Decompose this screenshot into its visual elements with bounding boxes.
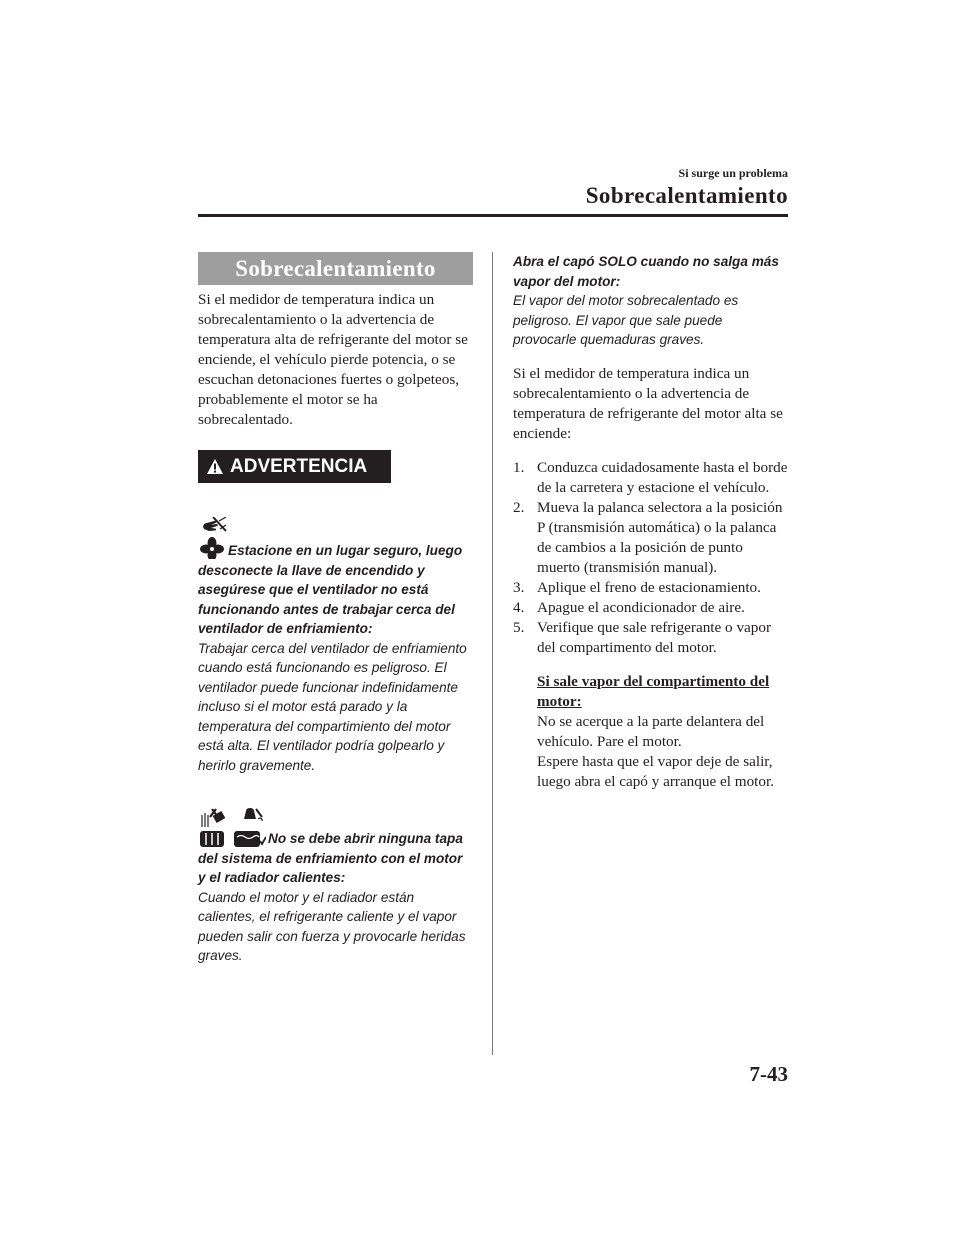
warning-radiator-body: Cuando el motor y el radiador están calientes, el refrigerante caliente y el vapor pueden salir con fuerza y provocarle heridas graves. (198, 889, 466, 963)
list-item: 2. Mueva la palanca selectora a la posición P (transmisión automática) o la palanca de cambios a la posición de punto muerto (transmisión manual). (513, 498, 783, 576)
header-rule (198, 214, 788, 217)
steam-instruction-1: No se acerque a la parte delantera del vehículo. Pare el motor. (537, 712, 765, 750)
list-item: 1. Conduzca cuidadosamente hasta el borde de la carretera y estacione el vehículo. (513, 458, 788, 496)
page-number: 7-43 (749, 1062, 788, 1086)
warning-fan-title: Estacione en un lugar seguro, luego desconecte la llave de encendido y asegúrese que el ventilador no está funcionando antes de trabajar cerca del ventilador de enfriamiento: (198, 543, 463, 636)
procedure-steps (513, 458, 788, 658)
warning-radiator-title: No se debe abrir ninguna tapa del sistema de enfriamiento con el motor y el radiador calientes: (198, 831, 463, 885)
list-item: 3. Aplique el freno de estacionamiento. (513, 578, 761, 596)
warning-triangle-icon (206, 458, 224, 475)
header-chapter: Si surge un problema (678, 166, 788, 180)
steam-subheading: Si sale vapor del compartimento del motor: (537, 672, 770, 710)
list-item: 4. Apague el acondicionador de aire. (513, 598, 745, 616)
warning-steam-title: Abra el capó SOLO cuando no salga más vapor del motor: (513, 254, 779, 289)
header-section-title: Sobrecalentamiento (585, 183, 788, 208)
intro-paragraph: Si el medidor de temperatura indica un sobrecalentamiento o la advertencia de temperatura alta de refrigerante del motor se enciende, el vehículo pierde potencia, o se escuchan detonaciones fuertes o golpeteos, probablemente el motor se ha sobrecalentado. (198, 291, 468, 428)
column-divider (492, 252, 493, 1055)
procedure-intro: Si el medidor de temperatura indica un sobrecalentamiento o la advertencia de temperatura de refrigerante del motor alta se enciende: (513, 364, 783, 442)
warning-radiator-block (198, 807, 473, 966)
right-column (513, 252, 788, 792)
section-title-bar: Sobrecalentamiento (198, 252, 473, 285)
left-column (198, 252, 473, 966)
warning-banner (198, 450, 391, 483)
steam-instruction-2: Espere hasta que el vapor deje de salir, luego abra el capó y arranque el motor. (537, 752, 774, 790)
warning-fan-block (198, 517, 473, 775)
warning-label: ADVERTENCIA (230, 455, 368, 477)
list-item: 5. Verifique que sale refrigerante o vapor del compartimento del motor. (513, 618, 772, 656)
warning-steam-body: El vapor del motor sobrecalentado es peligroso. El vapor que sale puede provocarle quemaduras graves. (513, 293, 739, 347)
warning-fan-body: Trabajar cerca del ventilador de enfriamiento cuando está funcionando es peligroso. El ventilador puede funcionar indefinidamente incluso si el motor está parado y la temperatura del compartimiento del motor está alta. El ventilador podría golpearlo y herirlo gravemente. (198, 640, 467, 773)
